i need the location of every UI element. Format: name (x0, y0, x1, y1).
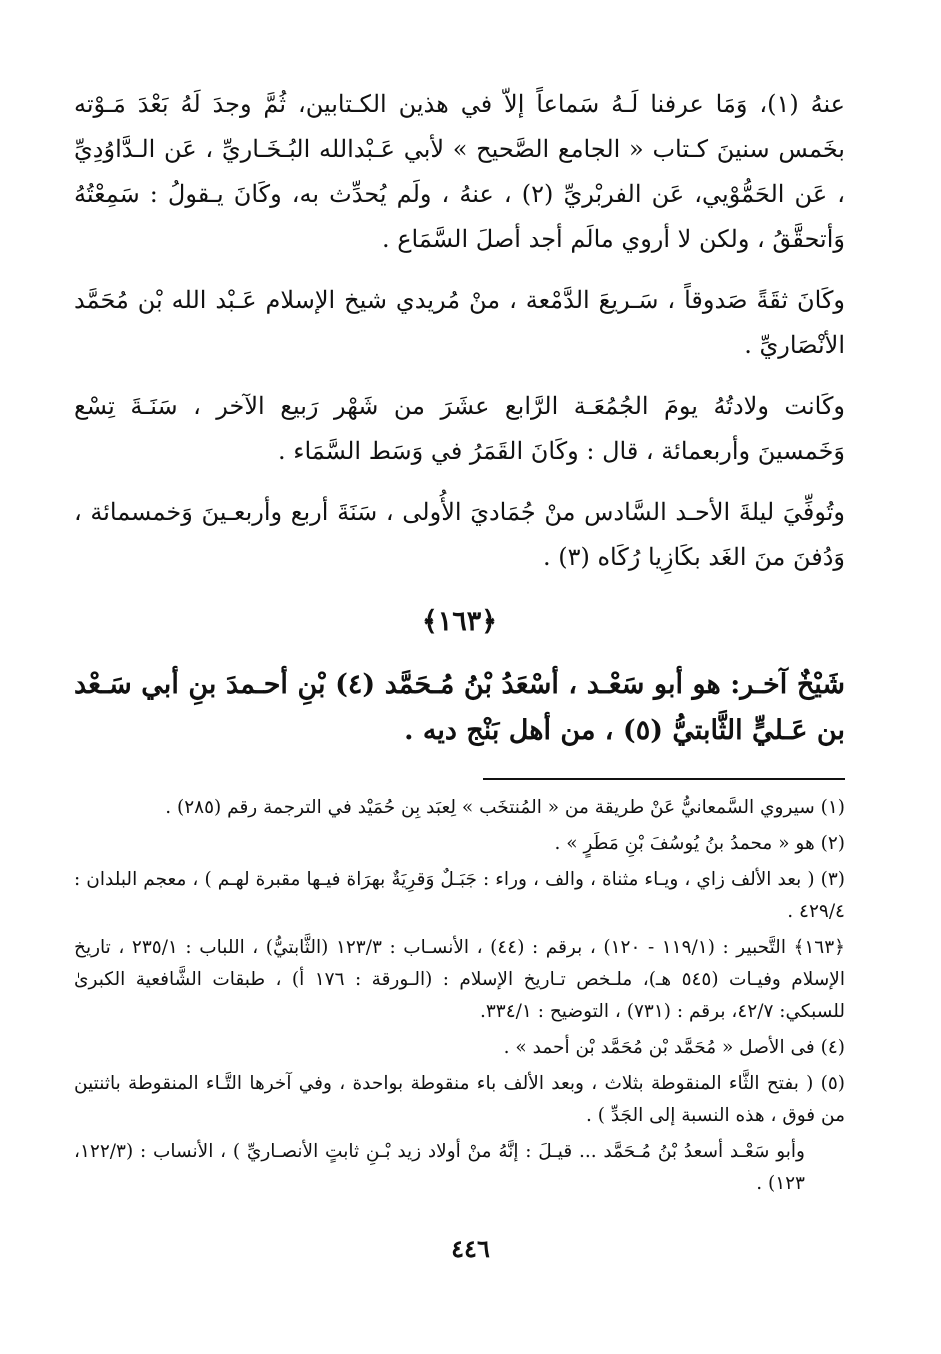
body-paragraph-4: وتُوفِّيَ ليلةَ الأحـد السَّادس منْ جُمَاديَ الأُولى ، سَنَةَ أربع وأربعـينَ وَخمسمائة ، وَدُفنَ منَ الغَد بكَازِيا رُكَاه (٣) . (74, 498, 845, 571)
footnote-4: (٤) فى الأصل « مُحَمَّد بْن مُحَمَّد بْن أحمد » . (503, 1037, 845, 1058)
footnote-3: (٣) ( بعد الألف زاي ، ويـاء مثناة ، والف ، وراء : جَبَـلٌ وَقرِيَةٌ بهرَاة فيـها مقبرة لهـم ) ، معجم البلدان : ٤٢٩/٤ . (74, 869, 845, 922)
page-number: ٤٤٦ (451, 1234, 490, 1263)
footnote-divider (483, 778, 845, 780)
body-paragraph-2: وكَانَ ثقَةً صَدوقاً ، سَـريعَ الدَّمْعة ، منْ مُريدي شيخ الإسلام عَـبْد الله بْن مُحَمَّد الأنْصَاريِّ . (74, 286, 846, 359)
entry-title: شَيْخٌ آخـر: هو أبو سَعْـد ، أسْعَدُ بْنُ مُـحَمَّد (٤) بْنِ أحـمدَ بنِ أبي سَـعْد بن عَـليٍّ الثَّابتيُّ (٥) ، من أهل بَنْج ديه . (74, 669, 846, 746)
main-text (74, 82, 845, 580)
footnotes (74, 792, 845, 1200)
footnote-1: (١) سيروي السَّمعانيُّ عَنْ طريقة من « المُنتخَب » لِعبَد بِن حُمَيْد في الترجمة رقم (٢٨٥) . (165, 797, 845, 818)
body-paragraph-1: عنهُ (١)، وَمَا عرفنا لَـهُ سَماعاً إلاّ في هذين الكـتابين، ثُمَّ وجدَ لَهُ بَعْدَ مَـوْته بخَمس سنينَ كـتاب « الجامع الصَّحيح » لأبي عَـبْدالله البُـخَـاريِّ ، عَن الـدَّاوُدِيِّ ، عَن الحَمُّوْيي، عَن الفربْريِّ (٢) ، عنهُ ، ولَم يُحدِّث به، وكَانَ يـقولُ : سَمِعْتُهُ وَأتحقَّقُ ، ولكن لا أروي مالَم أجد أصلَ السَّمَاع . (74, 90, 846, 253)
body-paragraph-3: وكَانت ولادتُهُ يومَ الجُمُعَـة الرَّابع عشَرَ من شَهْر رَبيع الآخر ، سَنَـةَ تِسْع وَخَمسينَ وأربعمائة ، قال : وكَانَ القَمَرُ في وَسَط السَّمَاء . (74, 392, 845, 465)
section-number: ﴿١٦٣﴾ (421, 606, 498, 637)
footnote-5-continuation: وأبو سَعْـد أسعدُ بْنُ مُـحَمَّد ... قيـلَ : إنَّهُ منْ أولاد زيد بْـنِ ثابتٍ الأنصـاريِّ ) ، الأنساب : (١٢٢/٣، ١٢٣) . (74, 1141, 805, 1194)
footnote-163-sources: ﴿١٦٣﴾ التَّحبير : (١١٩/١ - ١٢٠) ، برقم : (٤٤) ، الأنسـاب : ١٢٣/٣ (الثَّابتيُّ) ، اللباب : ٢٣٥/١ ، تاريخ الإسلام وفيـات (٥٤٥ هـ)، ملـخص تـاريخ الإسلام : (الـورقة : ١٧٦ أ) ، طبقات الشَّافعية الكبرىٰ للسبكي: ٤٢/٧، برقم : (٧٣١) ، التوضيح : ٣٣٤/١. (74, 937, 845, 1022)
footnote-5: (٥) ( بفتح الثَّاء المنقوطة بثلاث ، وبعد الألف باء منقوطة بواحدة ، وفي آخرها التَّـاء المنقوطة باثنتين من فوق ، هذه النسبة إلى الجَدِّ ) . (74, 1073, 845, 1126)
footnote-2: (٢) هو « محمدُ بنُ يُوسُفَ بْنِ مَطَرٍ » . (554, 833, 845, 854)
